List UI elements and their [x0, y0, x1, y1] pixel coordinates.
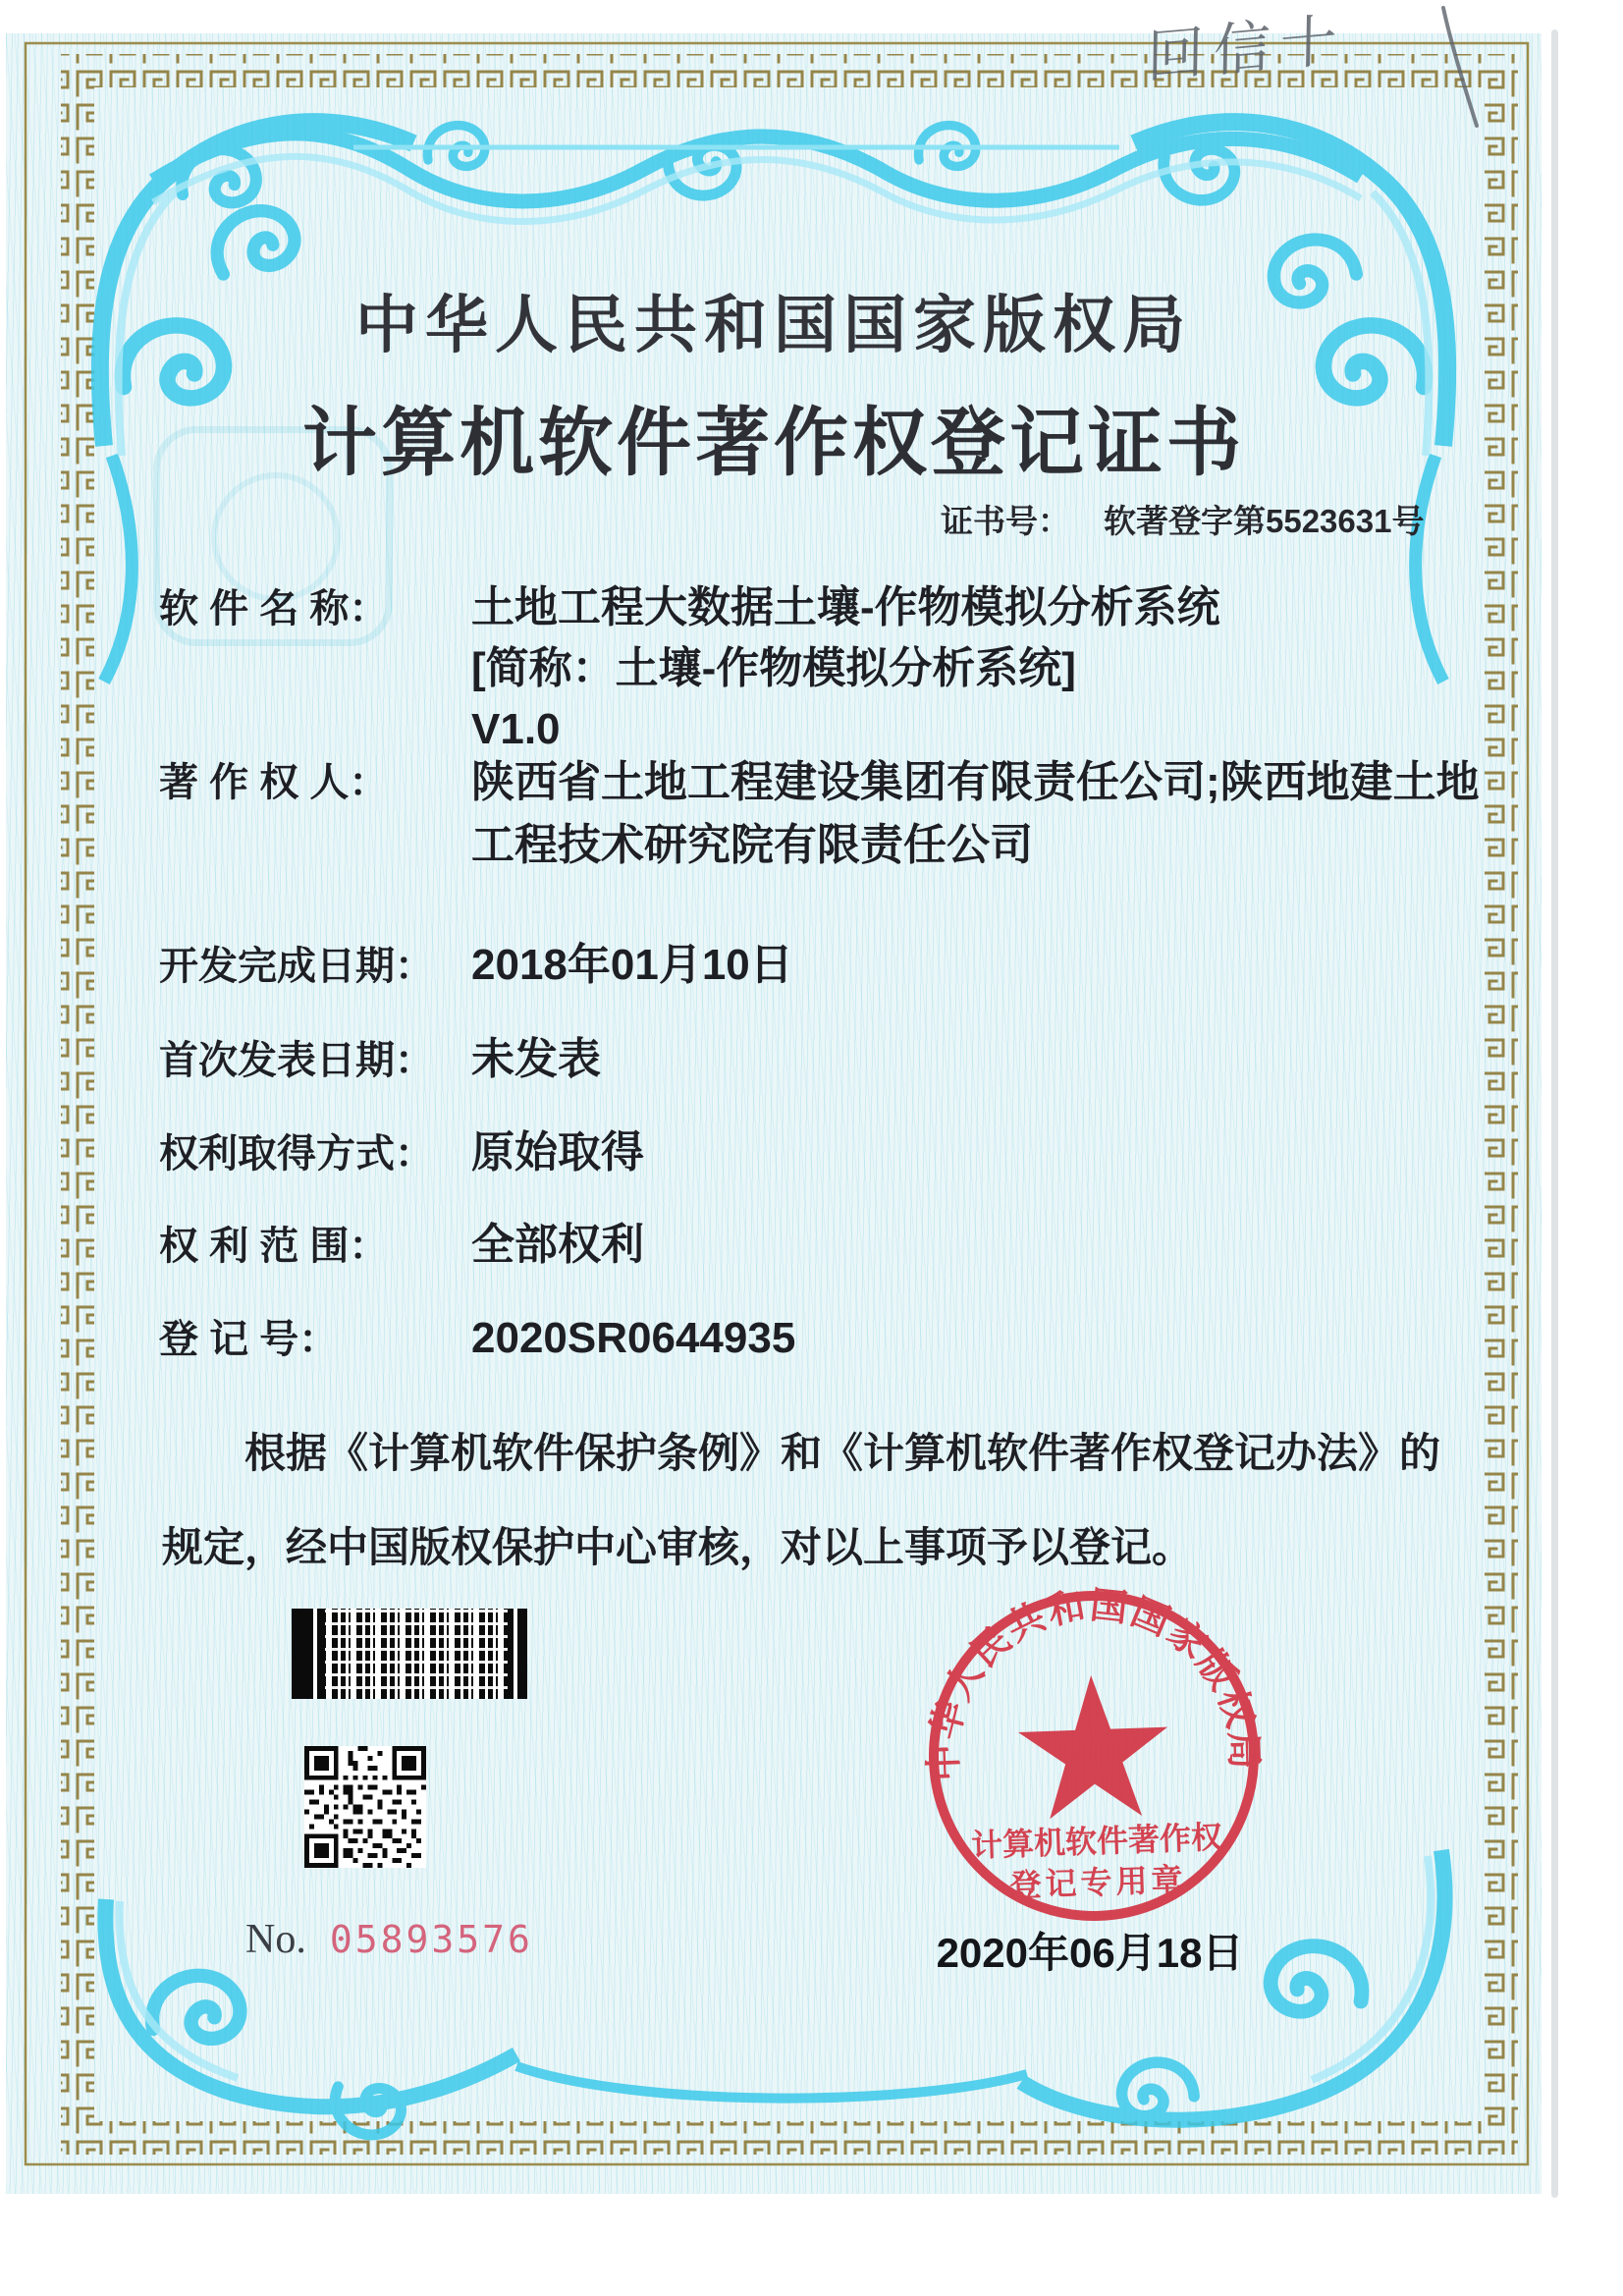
- software-name-line1: 土地工程大数据土壤-作物模拟分析系统: [471, 583, 1220, 631]
- serial-number-value: 05893576: [329, 1918, 533, 1961]
- software-name-line2: [简称：土壤-作物模拟分析系统]: [471, 644, 1076, 692]
- paper-edge-shadow: [1551, 29, 1558, 2198]
- handwritten-annotation: 回信十: [1146, 7, 1348, 90]
- seal-line2: 登记专用章: [1008, 1861, 1188, 1904]
- software-name-label: 软 件 名 称：: [159, 587, 389, 630]
- right-scope-value: 全部权利: [471, 1221, 644, 1269]
- field-row-registration-no: [159, 1308, 795, 1369]
- barcode: [292, 1609, 527, 1699]
- certificate-number-label: 证书号：: [941, 503, 1070, 539]
- dev-complete-date-label: 开发完成日期：: [159, 945, 434, 988]
- right-scope-label: 权 利 范 围：: [159, 1225, 389, 1268]
- field-row-software-name: [159, 577, 1220, 760]
- first-publish-date-label: 首次发表日期：: [159, 1039, 434, 1082]
- certificate-scan-area: [6, 33, 1542, 2194]
- serial-number-prefix: No.: [245, 1917, 306, 1962]
- copyright-owner-value: 陕西省土地工程建设集团有限责任公司;陕西地建土地工程技术研究院有限责任公司: [471, 758, 1480, 869]
- field-row-first-publish-date: [159, 1029, 601, 1090]
- certificate-title: 计算机软件著作权登记证书: [302, 403, 1245, 485]
- qr-code: [304, 1746, 426, 1868]
- official-seal: [911, 1573, 1276, 1939]
- registration-no-label: 登 记 号：: [159, 1318, 339, 1361]
- software-name-value: [471, 577, 1220, 760]
- software-name-line3: V1.0: [471, 705, 561, 753]
- right-acquisition-label: 权利取得方式：: [159, 1132, 434, 1175]
- field-row-right-scope: [159, 1215, 644, 1276]
- seal-ring-text: 中华人民共和国国家版权局: [923, 1584, 1265, 1782]
- right-acquisition-value: 原始取得: [471, 1128, 644, 1176]
- handwritten-slash-stroke: [1414, 0, 1502, 137]
- field-row-right-acquisition: [159, 1122, 644, 1183]
- certificate-number-line: [941, 496, 1424, 542]
- copyright-owner-label: 著 作 权 人：: [159, 761, 389, 804]
- field-row-dev-complete-date: [159, 935, 793, 996]
- first-publish-date-value: 未发表: [471, 1035, 601, 1083]
- issue-date: 2020年06月18日: [936, 1930, 1244, 1976]
- seal-star-icon: [1016, 1672, 1170, 1820]
- registration-statement: 根据《计算机软件保护条例》和《计算机软件著作权登记办法》的规定，经中国版权保护中心审核，对以上事项予以登记。: [162, 1430, 1441, 1570]
- field-row-copyright-owner: [159, 751, 1512, 877]
- certificate-number-value: 软著登字第5523631号: [1104, 503, 1425, 539]
- seal-line1: 计算机软件著作权: [970, 1819, 1223, 1864]
- serial-number-line: [245, 1916, 533, 1963]
- registration-no-value: 2020SR0644935: [471, 1314, 796, 1362]
- dev-complete-date-value: 2018年01月10日: [471, 941, 793, 989]
- issuing-authority-title: 中华人民共和国国家版权局: [355, 291, 1192, 360]
